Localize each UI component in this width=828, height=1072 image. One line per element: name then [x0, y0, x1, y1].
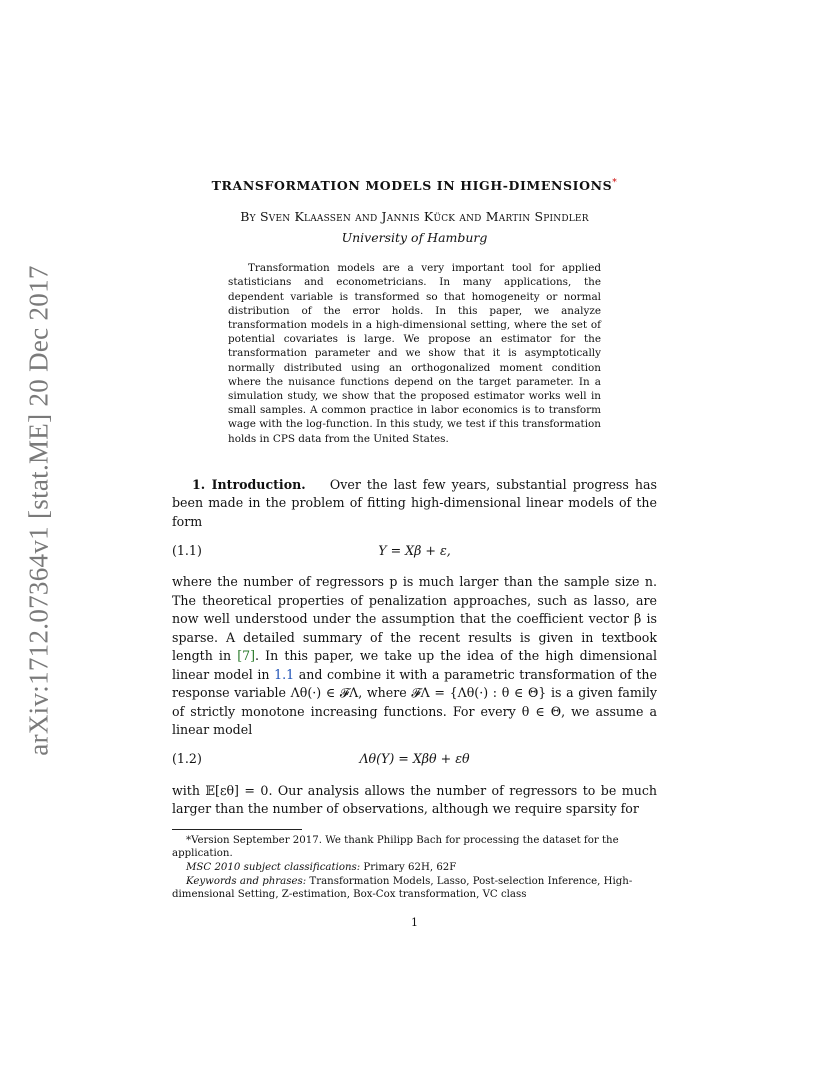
equation-ref-link[interactable]: 1.1 [274, 666, 295, 682]
page-number: 1 [411, 915, 418, 929]
equation-number: (1.2) [172, 751, 202, 767]
section-heading: 1. Introduction. [192, 476, 306, 492]
keywords: Keywords and phrases: Transformation Models, Lasso, Post-selection Inference, High-dimensional Setting, Z-estimation, Box-Cox transformation, VC class [172, 875, 633, 901]
footnotes [172, 829, 657, 902]
paper-title: TRANSFORMATION MODELS IN HIGH-DIMENSIONS* [211, 178, 618, 194]
arxiv-sidebar [20, 264, 58, 756]
citation-link[interactable]: [7] [237, 648, 256, 664]
equation-expression: Y = Xβ + ε, [378, 542, 451, 558]
footnote-version: *Version September 2017. We thank Philipp Bach for processing the dataset for the application. [172, 834, 619, 860]
abstract: Transformation models are a very important tool for applied statisticians and econometricians. In many applications, the dependent variable is transformed so that homogeneity or normal distribution of the error holds. In this paper, we analyze transformation models in a high-dimensional setting, where the set of potential covariates is large. We propose an estimator for the transformation parameter and we show that it is asymptotically normally distributed using an orthogonalized moment condition where the nuisance functions depend on the target parameter. In a simulation study, we show that the proposed estimator works well in small samples. A common practice in labor economics is to transform wage with the log-function. In this study, we test if this transformation holds in CPS data from the United States. [228, 262, 601, 445]
equation-number: (1.1) [172, 542, 202, 558]
equation-1-2 [172, 750, 657, 768]
equation-1-1 [172, 541, 657, 559]
title-footnote-mark[interactable]: * [612, 178, 618, 188]
paper-page [172, 178, 657, 929]
authors: By Sven Klaassen and Jannis Kück and Martin Spindler [240, 209, 589, 225]
footnote-rule [172, 829, 302, 830]
body-paragraph: where the number of regressors p is much larger than the sample size n. The theoretical properties of penalization approaches, such as lasso, are now well understood under the assumption that the coefficient vector β is sparse. A detailed summary of the recent results is given in textbook length in [7]. In this paper, we take up the idea of the high dimensional linear model in 1.1 and combine it with a parametric transformation of the response variable Λθ(·) ∈ 𝓕Λ, where 𝓕Λ = {Λθ(·) : θ ∈ Θ} is a given family of strictly monotone increasing functions. For every θ ∈ Θ, we assume a linear model [172, 574, 657, 738]
affiliation: University of Hamburg [341, 230, 488, 246]
body-paragraph: with 𝔼[εθ] = 0. Our analysis allows the number of regressors to be much larger than the number of observations, although we require sparsity for [172, 782, 657, 817]
arxiv-id: arXiv:1712.07364v1 [stat.ME] 20 Dec 2017 [23, 264, 54, 756]
intro-paragraph: 1. Introduction. Over the last few years, substantial progress has been made in the problem of fitting high-dimensional linear models of the form [172, 476, 657, 529]
msc-classification: MSC 2010 subject classifications: Primary 62H, 62F [186, 861, 457, 873]
equation-expression: Λθ(Y) = Xβθ + εθ [359, 751, 470, 767]
